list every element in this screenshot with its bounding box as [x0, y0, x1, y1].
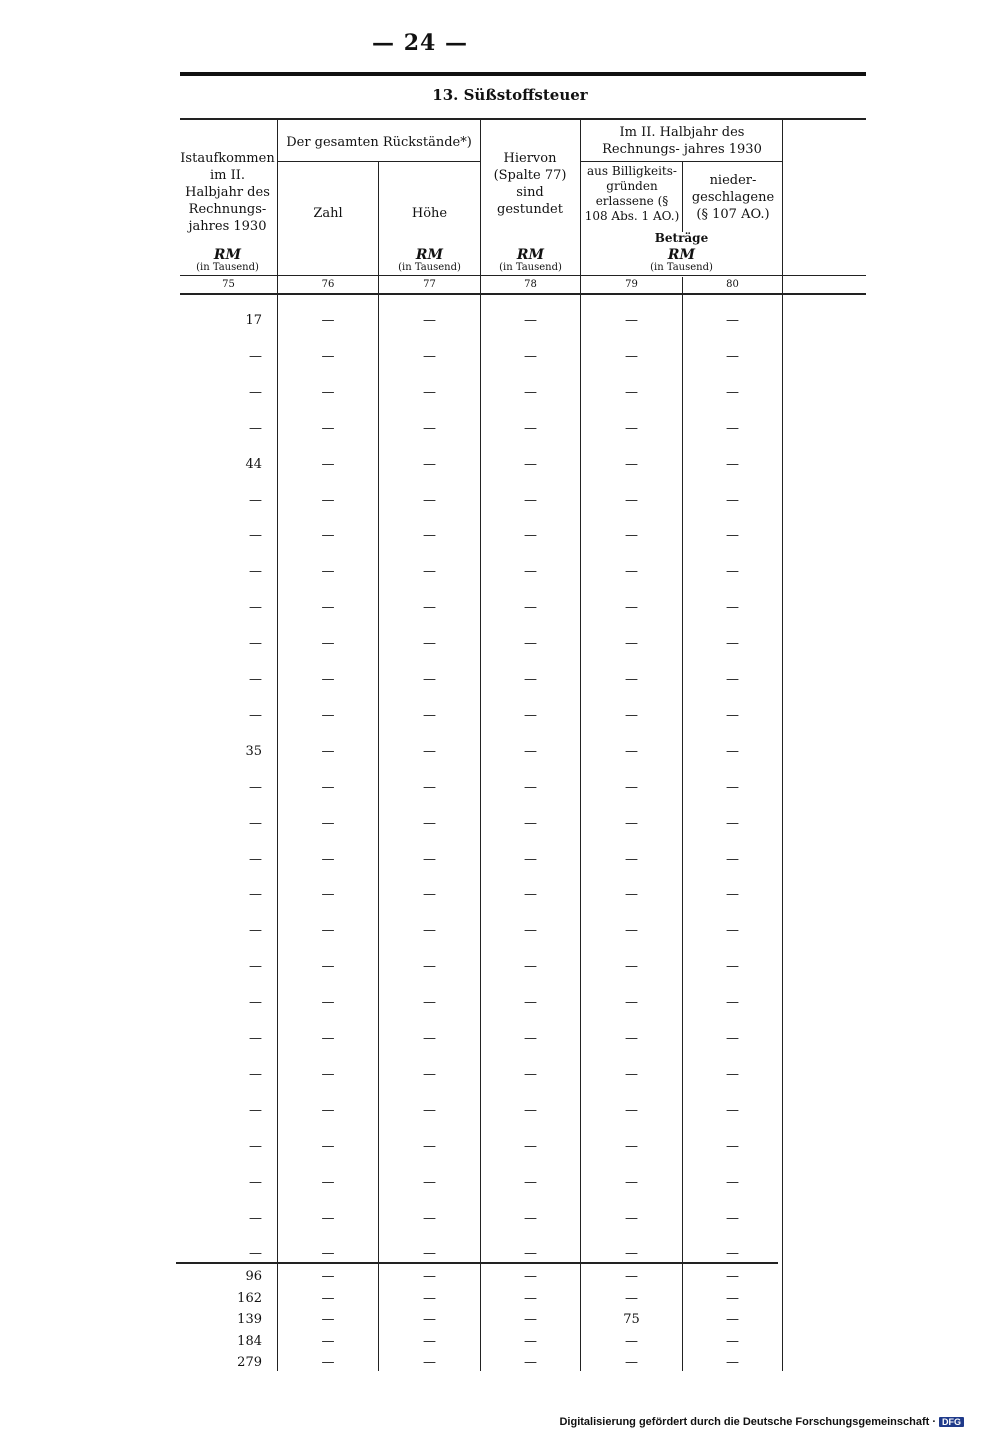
total-cell-col78: —: [524, 1269, 537, 1284]
body-cell-col76: —: [321, 1174, 335, 1190]
body-cell-col80: —: [726, 672, 739, 687]
body-cell-col80: —: [726, 384, 739, 400]
colnum-80: 80: [726, 279, 739, 290]
total-cell-col80: —: [726, 1333, 739, 1349]
total-cell-col77: —: [423, 1290, 436, 1306]
body-cell-col75: —: [249, 528, 262, 544]
body-cell-col76: —: [321, 348, 335, 364]
total-cell-col78: —: [524, 1355, 537, 1371]
total-cell-col79: 75: [623, 1312, 640, 1328]
body-cell-col80: —: [726, 923, 739, 939]
body-cell-col78: —: [524, 995, 537, 1011]
body-cell-col79: —: [625, 672, 638, 687]
body-cell-col75: —: [249, 851, 262, 867]
total-cell-col76: —: [321, 1333, 335, 1349]
body-cell-col79: —: [625, 1210, 638, 1226]
body-cell-col80: —: [726, 1066, 739, 1082]
body-cell-col78: —: [524, 492, 537, 508]
body-cell-col75: —: [249, 564, 262, 580]
body-cell-col80: —: [726, 995, 739, 1011]
body-cell-col80: —: [726, 959, 739, 975]
body-cell-col76: —: [321, 1246, 335, 1262]
body-cell-col80: —: [726, 313, 739, 328]
header-betraege: Beträge: [654, 231, 709, 245]
body-cell-col78: —: [524, 959, 537, 975]
body-cell-col76: —: [321, 636, 335, 652]
page-number: — 24 —: [372, 30, 468, 56]
body-cell-col80: —: [726, 492, 739, 508]
body-cell-col75: —: [249, 672, 262, 687]
body-cell-col76: —: [321, 420, 335, 436]
unit-sub-75: (in Tausend): [196, 262, 259, 273]
body-cell-col78: —: [524, 851, 537, 867]
body-cell-col76: —: [321, 851, 335, 867]
body-cell-col77: —: [423, 600, 436, 616]
body-cell-col80: —: [726, 1210, 739, 1226]
body-cell-col76: —: [321, 995, 335, 1011]
body-cell-col77: —: [423, 887, 436, 903]
body-cell-col78: —: [524, 600, 537, 616]
total-cell-col80: —: [726, 1355, 739, 1371]
unit-rm-75: RM: [213, 247, 242, 263]
total-cell-col77: —: [423, 1355, 436, 1371]
body-cell-col76: —: [321, 313, 335, 328]
body-cell-col79: —: [625, 887, 638, 903]
body-cell-col80: —: [726, 600, 739, 616]
total-cell-col78: —: [524, 1290, 537, 1306]
body-cell-col79: —: [625, 815, 638, 831]
total-cell-col80: —: [726, 1290, 739, 1306]
top-rule: [180, 72, 866, 76]
body-cell-col75: —: [249, 1174, 262, 1190]
unit-sub-78: (in Tausend): [499, 262, 562, 273]
body-cell-col79: —: [625, 348, 638, 364]
total-cell-col76: —: [321, 1269, 335, 1284]
total-cell-col79: —: [625, 1269, 638, 1284]
body-cell-col75: 44: [245, 456, 262, 472]
body-cell-col77: —: [423, 1031, 436, 1046]
body-cell-col77: —: [423, 995, 436, 1011]
body-cell-col77: —: [423, 528, 436, 544]
body-cell-col78: —: [524, 1174, 537, 1190]
body-cell-col79: —: [625, 313, 638, 328]
body-cell-col78: —: [524, 1102, 537, 1118]
body-cell-col79: —: [625, 528, 638, 544]
total-cell-col79: —: [625, 1333, 638, 1349]
total-cell-col79: —: [625, 1355, 638, 1371]
body-cell-col78: —: [524, 1066, 537, 1082]
body-cell-col79: —: [625, 600, 638, 616]
group-halbjahr-rule: [581, 161, 782, 162]
body-cell-col80: —: [726, 456, 739, 472]
footer-credit: [559, 1416, 964, 1428]
body-cell-col80: —: [726, 743, 739, 759]
body-cell-col77: —: [423, 851, 436, 867]
body-cell-col77: —: [423, 1210, 436, 1226]
body-cell-col77: —: [423, 348, 436, 364]
body-cell-col75: —: [249, 1138, 262, 1154]
body-cell-col77: —: [423, 743, 436, 759]
body-cell-col79: —: [625, 636, 638, 652]
total-cell-col75: 162: [237, 1290, 262, 1306]
total-cell-col76: —: [321, 1312, 335, 1328]
body-cell-col77: —: [423, 420, 436, 436]
vline-79-80: [682, 162, 683, 232]
colnum-79: 79: [625, 279, 638, 290]
colnum-78: 78: [524, 279, 537, 290]
body-cell-col75: —: [249, 707, 262, 723]
body-cell-col76: —: [321, 1138, 335, 1154]
body-cell-col75: —: [249, 1031, 262, 1046]
total-cell-col78: —: [524, 1312, 537, 1328]
body-cell-col78: —: [524, 1031, 537, 1046]
body-cell-col75: 35: [245, 743, 262, 759]
body-cell-col76: —: [321, 384, 335, 400]
body-cell-col75: —: [249, 384, 262, 400]
body-cell-col78: —: [524, 743, 537, 759]
body-cell-col79: —: [625, 1174, 638, 1190]
body-cell-col75: —: [249, 1210, 262, 1226]
body-cell-col76: —: [321, 564, 335, 580]
body-cell-col80: —: [726, 707, 739, 723]
header-col75: Istaufkommen im II. Halbjahr des Rechnungs- jahres 1930: [180, 151, 275, 234]
body-cell-col80: —: [726, 815, 739, 831]
total-cell-col77: —: [423, 1269, 436, 1284]
body-cell-col77: —: [423, 923, 436, 939]
body-cell-col76: —: [321, 528, 335, 544]
body-cell-col80: —: [726, 851, 739, 867]
total-cell-col76: —: [321, 1290, 335, 1306]
body-cell-col78: —: [524, 887, 537, 903]
header-col79: aus Billigkeits- gründen erlassene (§ 108 Abs. 1 AO.): [584, 164, 680, 223]
header-col78: Hiervon (Spalte 77) sind gestundet: [493, 151, 567, 217]
unit-rm-79-80: RM: [667, 247, 696, 263]
body-cell-col77: —: [423, 1138, 436, 1154]
body-cell-col78: —: [524, 923, 537, 939]
body-cell-col77: —: [423, 1174, 436, 1190]
body-cell-col75: —: [249, 779, 262, 795]
total-cell-col76: —: [321, 1355, 335, 1371]
body-cell-col76: —: [321, 779, 335, 795]
body-cell-col76: —: [321, 456, 335, 472]
body-cell-col78: —: [524, 815, 537, 831]
body-cell-col78: —: [524, 1246, 537, 1262]
unit-sub-77: (in Tausend): [398, 262, 461, 273]
body-cell-col78: —: [524, 636, 537, 652]
body-cell-col75: —: [249, 923, 262, 939]
body-cell-col76: —: [321, 959, 335, 975]
header-col76: Zahl: [313, 206, 343, 221]
body-cell-col80: —: [726, 887, 739, 903]
body-cell-col77: —: [423, 313, 436, 328]
body-cell-col77: —: [423, 636, 436, 652]
body-cell-col79: —: [625, 779, 638, 795]
body-cell-col80: —: [726, 1102, 739, 1118]
body-cell-col77: —: [423, 1102, 436, 1118]
body-cell-col75: —: [249, 636, 262, 652]
body-cell-col79: —: [625, 1066, 638, 1082]
body-cell-col79: —: [625, 707, 638, 723]
header-group-rueckstaende: Der gesamten Rückstände*): [286, 135, 472, 150]
body-cell-col77: —: [423, 384, 436, 400]
body-cell-col79: —: [625, 384, 638, 400]
unit-sub-79-80: (in Tausend): [650, 262, 713, 273]
body-cell-col79: —: [625, 456, 638, 472]
body-cell-col75: —: [249, 959, 262, 975]
body-cell-col75: 17: [245, 313, 262, 328]
body-cell-col76: —: [321, 743, 335, 759]
body-cell-col79: —: [625, 923, 638, 939]
body-cell-col75: —: [249, 815, 262, 831]
body-cell-col75: —: [249, 887, 262, 903]
body-cell-col75: —: [249, 1066, 262, 1082]
body-cell-col78: —: [524, 384, 537, 400]
total-cell-col78: —: [524, 1333, 537, 1349]
body-cell-col77: —: [423, 456, 436, 472]
colnum-75: 75: [222, 279, 235, 290]
body-cell-col76: —: [321, 600, 335, 616]
body-cell-col77: —: [423, 707, 436, 723]
total-cell-col75: 96: [245, 1269, 262, 1284]
header-group-halbjahr: Im II. Halbjahr des Rechnungs- jahres 1930: [602, 125, 762, 157]
total-cell-col79: —: [625, 1290, 638, 1306]
total-cell-col75: 139: [237, 1312, 262, 1328]
total-cell-col80: —: [726, 1269, 739, 1284]
total-cell-col75: 184: [237, 1333, 262, 1349]
body-cell-col79: —: [625, 1246, 638, 1262]
body-cell-col75: —: [249, 995, 262, 1011]
body-cell-col76: —: [321, 923, 335, 939]
body-cell-col75: —: [249, 420, 262, 436]
body-cell-col80: —: [726, 348, 739, 364]
body-cell-col78: —: [524, 348, 537, 364]
body-cell-col78: —: [524, 1210, 537, 1226]
body-cell-col76: —: [321, 1102, 335, 1118]
body-cell-col75: —: [249, 1246, 262, 1262]
body-cell-col78: —: [524, 779, 537, 795]
colnum-top-rule: [180, 275, 866, 276]
total-cell-col77: —: [423, 1312, 436, 1328]
body-cell-col77: —: [423, 779, 436, 795]
body-cell-col78: —: [524, 672, 537, 687]
body-cell-col77: —: [423, 492, 436, 508]
body-cell-col78: —: [524, 1138, 537, 1154]
body-cell-col76: —: [321, 1066, 335, 1082]
vline-right: [782, 119, 783, 1371]
body-cell-col80: —: [726, 1031, 739, 1046]
total-cell-col80: —: [726, 1312, 739, 1328]
body-cell-col80: —: [726, 564, 739, 580]
unit-rm-78: RM: [516, 247, 545, 263]
unit-rm-77: RM: [415, 247, 444, 263]
body-cell-col77: —: [423, 959, 436, 975]
total-cell-col77: —: [423, 1333, 436, 1349]
body-cell-col76: —: [321, 707, 335, 723]
body-cell-col76: —: [321, 492, 335, 508]
body-cell-col79: —: [625, 420, 638, 436]
body-cell-col77: —: [423, 1246, 436, 1262]
dfg-logo: DFG: [939, 1417, 964, 1427]
body-cell-col76: —: [321, 1210, 335, 1226]
body-cell-col80: —: [726, 636, 739, 652]
totals-separator: [176, 1262, 778, 1264]
body-cell-col80: —: [726, 420, 739, 436]
body-cell-col76: —: [321, 672, 335, 687]
body-cell-col78: —: [524, 707, 537, 723]
table-title: 13. Süßstoffsteuer: [432, 86, 588, 104]
body-cell-col80: —: [726, 1138, 739, 1154]
body-cell-col79: —: [625, 1031, 638, 1046]
body-cell-col78: —: [524, 456, 537, 472]
body-cell-col80: —: [726, 1174, 739, 1190]
group-rueckstaende-rule: [278, 161, 480, 162]
body-cell-col80: —: [726, 1246, 739, 1262]
body-cell-col76: —: [321, 887, 335, 903]
body-cell-col76: —: [321, 815, 335, 831]
body-cell-col78: —: [524, 528, 537, 544]
body-cell-col79: —: [625, 995, 638, 1011]
header-top-rule: [180, 118, 866, 120]
body-cell-col77: —: [423, 815, 436, 831]
body-cell-col78: —: [524, 564, 537, 580]
body-cell-col75: —: [249, 492, 262, 508]
body-cell-col80: —: [726, 528, 739, 544]
body-cell-col79: —: [625, 1138, 638, 1154]
body-cell-col79: —: [625, 851, 638, 867]
body-cell-col75: —: [249, 600, 262, 616]
body-cell-col79: —: [625, 959, 638, 975]
body-cell-col79: —: [625, 564, 638, 580]
body-cell-col75: —: [249, 348, 262, 364]
header-col77: Höhe: [411, 206, 448, 221]
body-cell-col75: —: [249, 1102, 262, 1118]
body-cell-col78: —: [524, 420, 537, 436]
body-cell-col79: —: [625, 743, 638, 759]
colnum-76: 76: [321, 279, 335, 290]
body-cell-col79: —: [625, 492, 638, 508]
body-cell-col76: —: [321, 1031, 335, 1046]
body-cell-col77: —: [423, 1066, 436, 1082]
body-cell-col79: —: [625, 1102, 638, 1118]
header-col80: nieder- geschlagene (§ 107 AO.): [691, 173, 775, 222]
header-bottom-rule: [180, 293, 866, 295]
body-cell-col78: —: [524, 313, 537, 328]
footer-text: Digitalisierung gefördert durch die Deutsche Forschungsgemeinschaft ·: [559, 1416, 936, 1428]
body-cell-col80: —: [726, 779, 739, 795]
body-cell-col77: —: [423, 564, 436, 580]
colnum-77: 77: [423, 279, 436, 290]
vline-76-77: [378, 162, 379, 1371]
total-cell-col75: 279: [237, 1355, 262, 1371]
body-cell-col77: —: [423, 672, 436, 687]
